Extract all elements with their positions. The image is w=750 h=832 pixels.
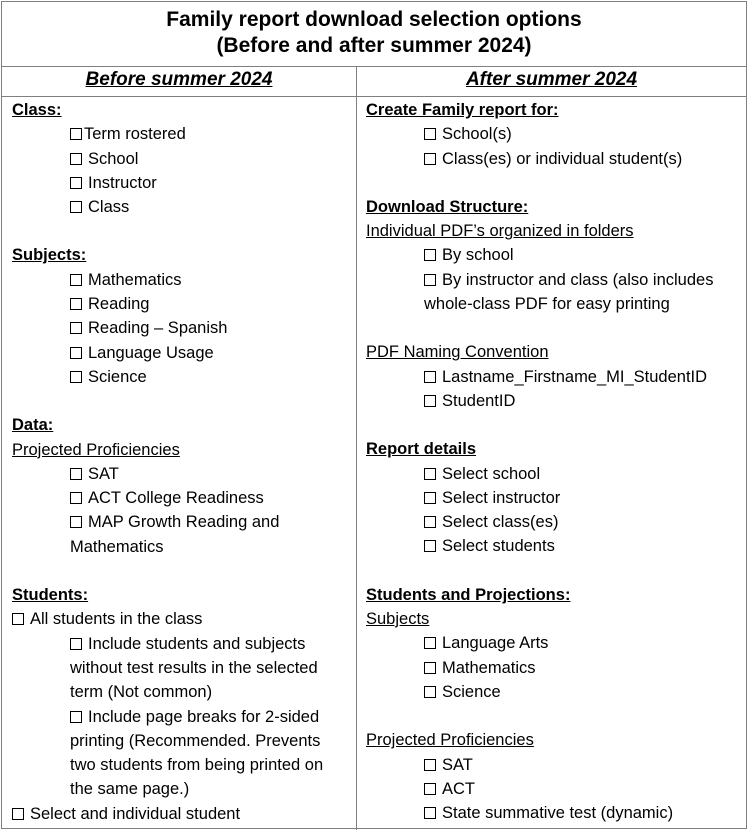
subject-option[interactable]: Reading [12,292,352,316]
include-page-breaks-option[interactable]: Include page breaks for 2-sided printing (Recommended. Prevents two students from being printed on the same page.) [70,707,324,799]
subject-option[interactable]: Science [366,680,741,704]
subject-option[interactable]: Language Usage [12,341,352,365]
subject-option[interactable]: Science [12,365,352,389]
checkbox[interactable] [424,492,436,504]
proficiency-option[interactable]: ACT College Readiness [12,486,352,510]
checkbox[interactable] [424,371,436,383]
data-heading: Data: [12,416,54,435]
folder-option[interactable]: By instructor and class (also includes whole-class PDF for easy printing [424,270,714,314]
projected-proficiencies-subheading: Projected Proficiencies [366,731,534,750]
checkbox[interactable] [424,783,436,795]
report-detail-option[interactable]: Select class(es) [366,510,741,534]
checkbox[interactable] [424,516,436,528]
report-details-heading: Report details [366,440,477,459]
checkbox[interactable] [70,371,82,383]
report-detail-option[interactable]: Select school [366,462,741,486]
checkbox[interactable] [70,153,82,165]
students-projections-heading: Students and Projections: [366,585,571,604]
naming-option[interactable]: Lastname_Firstname_MI_StudentID [366,365,741,389]
naming-option[interactable]: StudentID [366,389,741,413]
after-column-heading: After summer 2024 [465,69,638,90]
subject-option[interactable]: Mathematics [12,268,352,292]
proficiency-option[interactable]: SAT [366,753,741,777]
title-line-1: Family report download selection options [166,8,582,31]
checkbox[interactable] [424,686,436,698]
checkbox[interactable] [70,347,82,359]
subject-option[interactable]: Mathematics [366,656,741,680]
after-column [366,98,741,825]
projected-proficiencies-subheading: Projected Proficiencies [12,440,180,459]
checkbox[interactable] [70,711,82,723]
checkbox[interactable] [70,638,82,650]
checkbox[interactable] [424,128,436,140]
proficiency-option[interactable]: MAP Growth Reading and Mathematics [70,513,280,556]
checkbox[interactable] [424,249,436,261]
proficiency-option[interactable]: State summative test (dynamic) [366,801,741,825]
checkbox[interactable] [424,662,436,674]
before-column-heading: Before summer 2024 [85,69,273,90]
report-detail-option[interactable]: Select students [366,534,741,558]
checkbox[interactable] [12,808,24,820]
checkbox[interactable] [424,540,436,552]
proficiency-option[interactable]: SAT [12,462,352,486]
checkbox[interactable] [70,492,82,504]
organized-folders-subheading: Individual PDF’s organized in folders [366,222,634,241]
checkbox[interactable] [424,759,436,771]
naming-convention-subheading: PDF Naming Convention [366,343,549,362]
checkbox[interactable] [424,637,436,649]
create-for-option[interactable]: School(s) [366,122,741,146]
checkbox[interactable] [424,807,436,819]
column-header-row [2,66,746,97]
before-column [12,98,352,826]
select-individual-student-option[interactable]: Select and individual student [12,802,352,826]
create-for-option[interactable]: Class(es) or individual student(s) [366,147,741,171]
checkbox[interactable] [424,468,436,480]
checkbox[interactable] [70,177,82,189]
subjects-subheading: Subjects [366,610,430,629]
create-for-heading: Create Family report for: [366,101,559,119]
all-students-option[interactable]: All students in the class [12,607,352,631]
column-divider [356,66,357,830]
class-option[interactable]: School [12,147,352,171]
subjects-heading: Subjects: [12,246,87,265]
subject-option[interactable]: Language Arts [366,631,741,655]
proficiency-option[interactable]: ACT [366,777,741,801]
checkbox[interactable] [70,128,82,140]
checkbox[interactable] [70,274,82,286]
checkbox[interactable] [70,298,82,310]
class-heading: Class: [12,101,62,119]
subject-option[interactable]: Reading – Spanish [12,316,352,340]
checkbox[interactable] [70,322,82,334]
students-heading: Students: [12,586,89,605]
checkbox[interactable] [424,395,436,407]
report-detail-option[interactable]: Select instructor [366,486,741,510]
checkbox[interactable] [424,274,436,286]
title-line-2: (Before and after summer 2024) [216,34,532,57]
class-option[interactable]: Class [12,195,352,219]
checkbox[interactable] [12,613,24,625]
folder-option[interactable]: By school [366,243,741,267]
checkbox[interactable] [70,516,82,528]
checkbox[interactable] [424,153,436,165]
table-title [2,2,746,67]
class-option[interactable]: Term rostered [12,122,352,146]
checkbox[interactable] [70,468,82,480]
class-option[interactable]: Instructor [12,171,352,195]
checkbox[interactable] [70,201,82,213]
include-no-results-option[interactable]: Include students and subjects without test results in the selected term (Not common) [70,634,318,702]
options-table [1,1,747,829]
download-structure-heading: Download Structure: [366,197,529,216]
